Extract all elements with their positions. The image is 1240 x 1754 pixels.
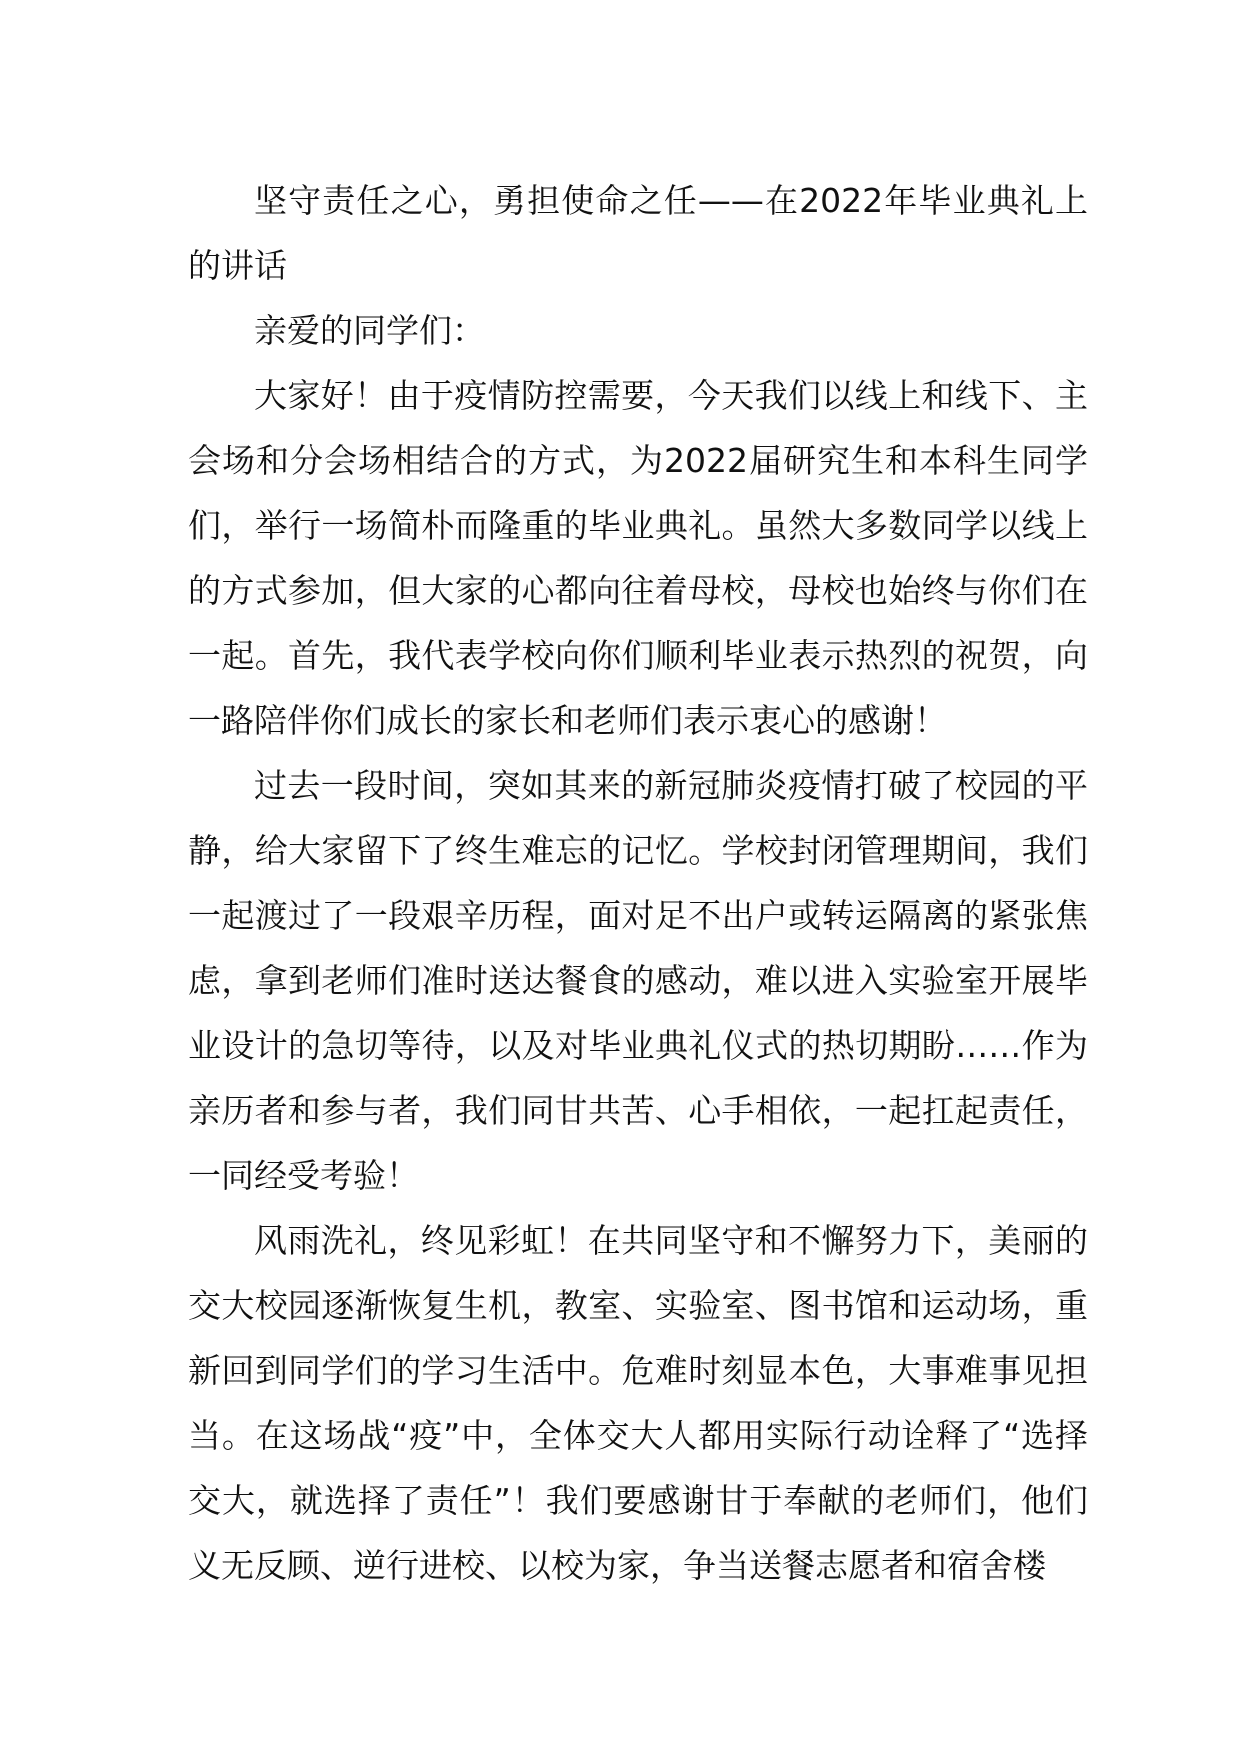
- salutation: 亲爱的同学们：: [254, 311, 485, 350]
- paragraph-3: 风雨洗礼，终见彩虹！在共同坚守和不懈努力下，美丽的交大校园逐渐恢复生机，教室、实验室、图书馆和运动场，重新回到同学们的学习生活中。危难时刻显本色，大事难事见担当。在这场战“疫”中，全体交大人都用实际行动诠释了“选择交大，就选择了责任”！我们要感谢甘于奉献的老师们，他们义无反顾、逆行进校、以校为家，争当送餐志愿者和宿舍楼: [188, 1221, 1088, 1585]
- document-title: 坚守责任之心，勇担使命之任——在2022年毕业典礼上的讲话: [188, 181, 1088, 285]
- paragraph-2: 过去一段时间，突如其来的新冠肺炎疫情打破了校园的平静，给大家留下了终生难忘的记忆。学校封闭管理期间，我们一起渡过了一段艰辛历程，面对足不出户或转运隔离的紧张焦虑，拿到老师们准时送达餐食的感动，难以进入实验室开展毕业设计的急切等待，以及对毕业典礼仪式的热切期盼……作为亲历者和参与者，我们同甘共苦、心手相依，一起扛起责任，一同经受考验！: [188, 766, 1088, 1195]
- paragraph-1: 大家好！由于疫情防控需要，今天我们以线上和线下、主会场和分会场相结合的方式，为2022届研究生和本科生同学们，举行一场简朴而隆重的毕业典礼。虽然大多数同学以线上的方式参加，但大家的心都向往着母校，母校也始终与你们在一起。首先，我代表学校向你们顺利毕业表示热烈的祝贺，向一路陪伴你们成长的家长和老师们表示衷心的感谢！: [188, 376, 1088, 740]
- document-page: [188, 168, 1088, 1598]
